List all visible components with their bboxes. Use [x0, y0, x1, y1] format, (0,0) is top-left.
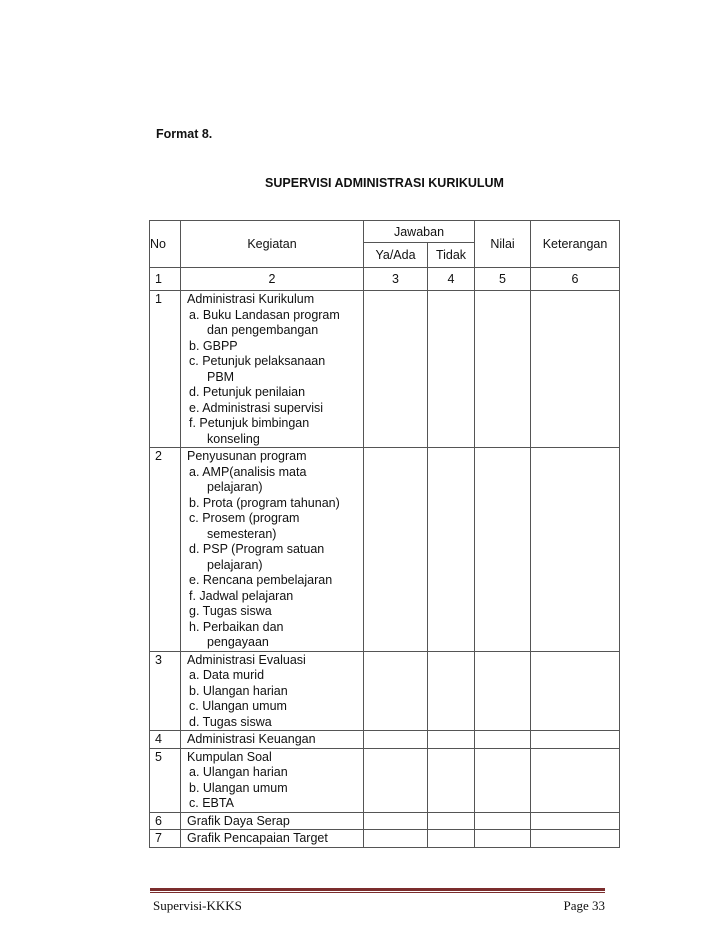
activity-subitem: d. PSP (Program satuan	[189, 542, 325, 556]
footer-left-text: Supervisi-KKKS	[153, 898, 242, 913]
row-number-text: 3	[155, 652, 162, 667]
header-nilai: Nilai	[475, 221, 531, 268]
column-number: 6	[531, 268, 620, 291]
activity-subitem-continuation: pelajaran)	[207, 557, 263, 572]
keterangan-cell[interactable]	[531, 651, 620, 731]
row-number	[150, 731, 181, 749]
answer-ya-cell[interactable]	[364, 731, 428, 749]
activity-cell	[181, 812, 364, 830]
activity-subitem: c. Ulangan umum	[189, 699, 287, 713]
activity-subitem: a. Buku Landasan program	[189, 307, 340, 322]
supervision-table	[149, 220, 620, 848]
column-number: 4	[428, 268, 475, 291]
header-no: No	[150, 221, 181, 268]
activity-subitem-continuation: semesteran)	[207, 526, 277, 541]
keterangan-cell[interactable]	[531, 830, 620, 848]
table-row	[150, 830, 620, 848]
row-number	[150, 448, 181, 652]
activity-subitem: c. EBTA	[189, 796, 234, 810]
activity-subitem-continuation: pelajaran)	[207, 480, 263, 494]
format-label: Format 8.	[156, 127, 213, 141]
row-number-text: 2	[155, 449, 162, 463]
nilai-cell[interactable]	[475, 731, 531, 749]
activity-subitem: b. GBPP	[189, 338, 238, 353]
header-tidak: Tidak	[428, 243, 475, 268]
row-number-text: 5	[155, 749, 162, 764]
activity-subitem: d. Tugas siswa	[189, 714, 272, 729]
activity-title: Administrasi Kurikulum	[187, 292, 315, 306]
table-row	[150, 731, 620, 749]
activity-subitem: b. Ulangan umum	[189, 780, 288, 795]
activity-title: Kumpulan Soal	[187, 749, 272, 764]
activity-subitem: c. Petunjuk pelaksanaan	[189, 354, 326, 368]
activity-cell	[181, 448, 364, 652]
table-body	[150, 291, 620, 848]
activity-subitem: g. Tugas siswa	[189, 604, 272, 618]
row-number	[150, 830, 181, 848]
activity-subitem: a. AMP(analisis mata	[189, 464, 307, 479]
column-number: 5	[475, 268, 531, 291]
page-title: SUPERVISI ADMINISTRASI KURIKULUM	[265, 176, 504, 190]
activity-subitem: f. Petunjuk bimbingan	[189, 416, 310, 430]
answer-ya-cell[interactable]	[364, 651, 428, 731]
activity-subitem: b. Ulangan harian	[189, 683, 288, 698]
activity-subitem-continuation: konseling	[207, 431, 260, 446]
row-number	[150, 651, 181, 731]
answer-tidak-cell[interactable]	[428, 812, 475, 830]
activity-subitem-continuation: pengayaan	[207, 635, 269, 649]
nilai-cell[interactable]	[475, 748, 531, 812]
footer-rule	[150, 888, 605, 891]
row-number	[150, 812, 181, 830]
header-jawaban: Jawaban	[364, 221, 475, 243]
table-row	[150, 651, 620, 731]
answer-tidak-cell[interactable]	[428, 748, 475, 812]
table-row	[150, 448, 620, 652]
activity-title: Penyusunan program	[187, 449, 307, 463]
answer-ya-cell[interactable]	[364, 291, 428, 448]
nilai-cell[interactable]	[475, 651, 531, 731]
keterangan-cell[interactable]	[531, 731, 620, 749]
activity-subitem-continuation: PBM	[207, 369, 235, 384]
answer-ya-cell[interactable]	[364, 830, 428, 848]
nilai-cell[interactable]	[475, 448, 531, 652]
nilai-cell[interactable]	[475, 812, 531, 830]
column-number: 3	[364, 268, 428, 291]
row-number-text: 1	[155, 292, 162, 306]
activity-title: Administrasi Keuangan	[187, 732, 316, 746]
activity-subitem: f. Jadwal pelajaran	[189, 588, 294, 603]
page-number: Page 33	[563, 898, 605, 913]
activity-subitem: h. Perbaikan dan	[189, 619, 284, 634]
activity-subitem: a. Data murid	[189, 668, 265, 682]
column-number: 2	[181, 268, 364, 291]
answer-tidak-cell[interactable]	[428, 651, 475, 731]
activity-cell	[181, 731, 364, 749]
header-keterangan: Keterangan	[531, 221, 620, 268]
nilai-cell[interactable]	[475, 291, 531, 448]
nilai-cell[interactable]	[475, 830, 531, 848]
activity-title: Grafik Daya Serap	[187, 813, 290, 828]
row-number-text: 7	[155, 831, 162, 845]
answer-ya-cell[interactable]	[364, 448, 428, 652]
answer-ya-cell[interactable]	[364, 748, 428, 812]
column-number-row	[150, 268, 620, 291]
activity-subitem: e. Rencana pembelajaran	[189, 573, 333, 587]
table-row	[150, 812, 620, 830]
answer-tidak-cell[interactable]	[428, 291, 475, 448]
activity-cell	[181, 748, 364, 812]
activity-subitem: b. Prota (program tahunan)	[189, 495, 340, 510]
activity-subitem-continuation: dan pengembangan	[207, 323, 319, 337]
footer-rule-thin	[150, 892, 605, 893]
row-number	[150, 748, 181, 812]
activity-subitem: e. Administrasi supervisi	[189, 400, 324, 415]
table-row	[150, 291, 620, 448]
activity-title: Administrasi Evaluasi	[187, 652, 306, 667]
answer-tidak-cell[interactable]	[428, 731, 475, 749]
activity-cell	[181, 651, 364, 731]
table-row	[150, 748, 620, 812]
keterangan-cell[interactable]	[531, 291, 620, 448]
keterangan-cell[interactable]	[531, 812, 620, 830]
row-number-text: 6	[155, 813, 162, 828]
activity-cell	[181, 291, 364, 448]
answer-ya-cell[interactable]	[364, 812, 428, 830]
activity-title: Grafik Pencapaian Target	[187, 831, 328, 845]
activity-subitem: c. Prosem (program	[189, 511, 300, 525]
answer-tidak-cell[interactable]	[428, 830, 475, 848]
header-kegiatan: Kegiatan	[181, 221, 364, 268]
keterangan-cell[interactable]	[531, 748, 620, 812]
activity-subitem: d. Petunjuk penilaian	[189, 385, 306, 399]
activity-subitem: a. Ulangan harian	[189, 765, 288, 779]
row-number-text: 4	[155, 732, 162, 746]
column-number: 1	[150, 268, 181, 291]
header-ya-ada: Ya/Ada	[364, 243, 428, 268]
keterangan-cell[interactable]	[531, 448, 620, 652]
activity-cell	[181, 830, 364, 848]
row-number	[150, 291, 181, 448]
answer-tidak-cell[interactable]	[428, 448, 475, 652]
